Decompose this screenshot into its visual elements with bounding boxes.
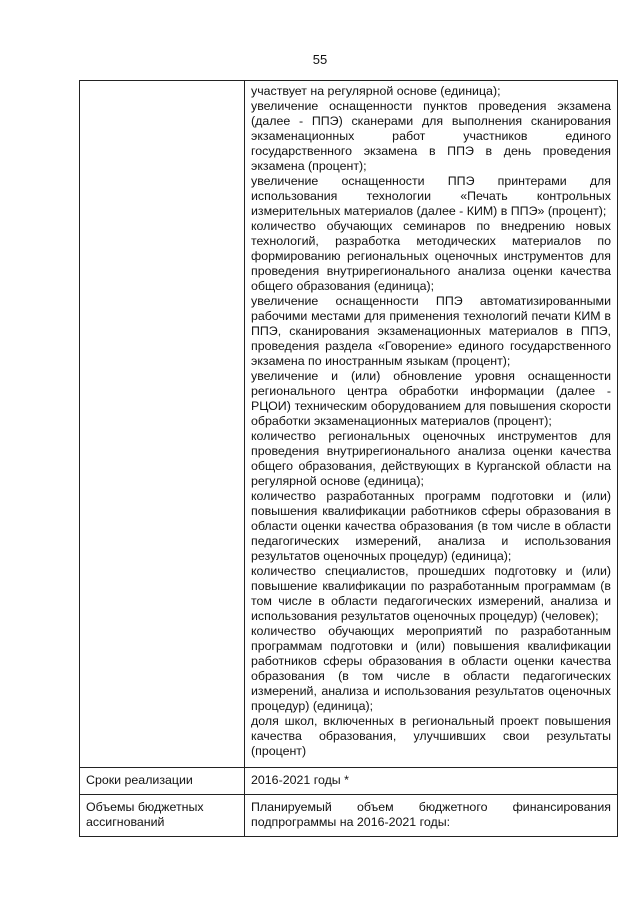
budget-value: Планируемый объем бюджетного финансирования подпрограммы на 2016-2021 годы: [251,800,611,829]
implementation-row [80,768,618,795]
budget-row [80,795,618,837]
indicator-item: количество специалистов, прошедших подготовку и (или) повышение квалификации по разработанным программам (в том числе в области педагогических измерений, анализа и использования результатов оценочных процедур) (человек); [251,564,611,623]
indicator-item: увеличение оснащенности пунктов проведения экзамена (далее - ППЭ) сканерами для выполнения сканирования экзаменационных работ участников единого государственного экзамена в ППЭ в день проведения экзамена (процент); [251,99,611,173]
indicators-row [80,81,618,768]
indicator-item: количество региональных оценочных инструментов для проведения внутрирегионального анализа оценки качества общего образования, действующих в Курганской области на регулярной основе (единица); [251,429,611,488]
indicator-item: увеличение оснащенности ППЭ автоматизированными рабочими местами для применения технологий печати КИМ в ППЭ, сканирования экзаменационных материалов в ППЭ, проведения раздела «Говорение» единого государственного экзамена по иностранным языкам (процент); [251,294,611,368]
implementation-value: 2016-2021 годы * [245,768,618,795]
page-number: 55 [312,52,328,67]
indicator-item: количество обучающих мероприятий по разработанным программам подготовки и (или) повышения квалификации работников сферы образования в области оценки качества образования (в том числе в области педагогических измерений, анализа и использования результатов оценочных процедур) (единица); [251,624,611,713]
indicator-item: доля школ, включенных в региональный проект повышения качества образования, улучшивших свои результаты (процент) [251,714,611,758]
indicator-item: увеличение и (или) обновление уровня оснащенности регионального центра обработки информации (далее - РЦОИ) техническим оборудованием для повышения скорости обработки экзаменационных материалов (процент); [251,369,611,428]
budget-value-cell [245,795,618,837]
indicator-item: участвует на регулярной основе (единица); [251,84,501,98]
implementation-label: Сроки реализации [80,768,245,795]
indicator-item: количество разработанных программ подготовки и (или) повышения квалификации работников сферы образования в области оценки качества образования (в том числе в области педагогических измерений, анализа и использования результатов оценочных процедур) (единица); [251,489,611,563]
budget-label: Объемы бюджетных ассигнований [80,795,245,837]
indicator-item: увеличение оснащенности ППЭ принтерами для использования технологии «Печать контрольных измерительных материалов (далее - КИМ) в ППЭ» (процент); [251,174,611,218]
indicator-item: количество обучающих семинаров по внедрению новых технологий, разработка методических материалов по формированию региональных оценочных инструментов для проведения внутрирегионального анализа оценки качества общего образования (единица); [251,219,611,293]
passport-table [79,80,618,837]
indicators-cell [245,81,618,768]
indicators-label-cell [80,81,245,768]
